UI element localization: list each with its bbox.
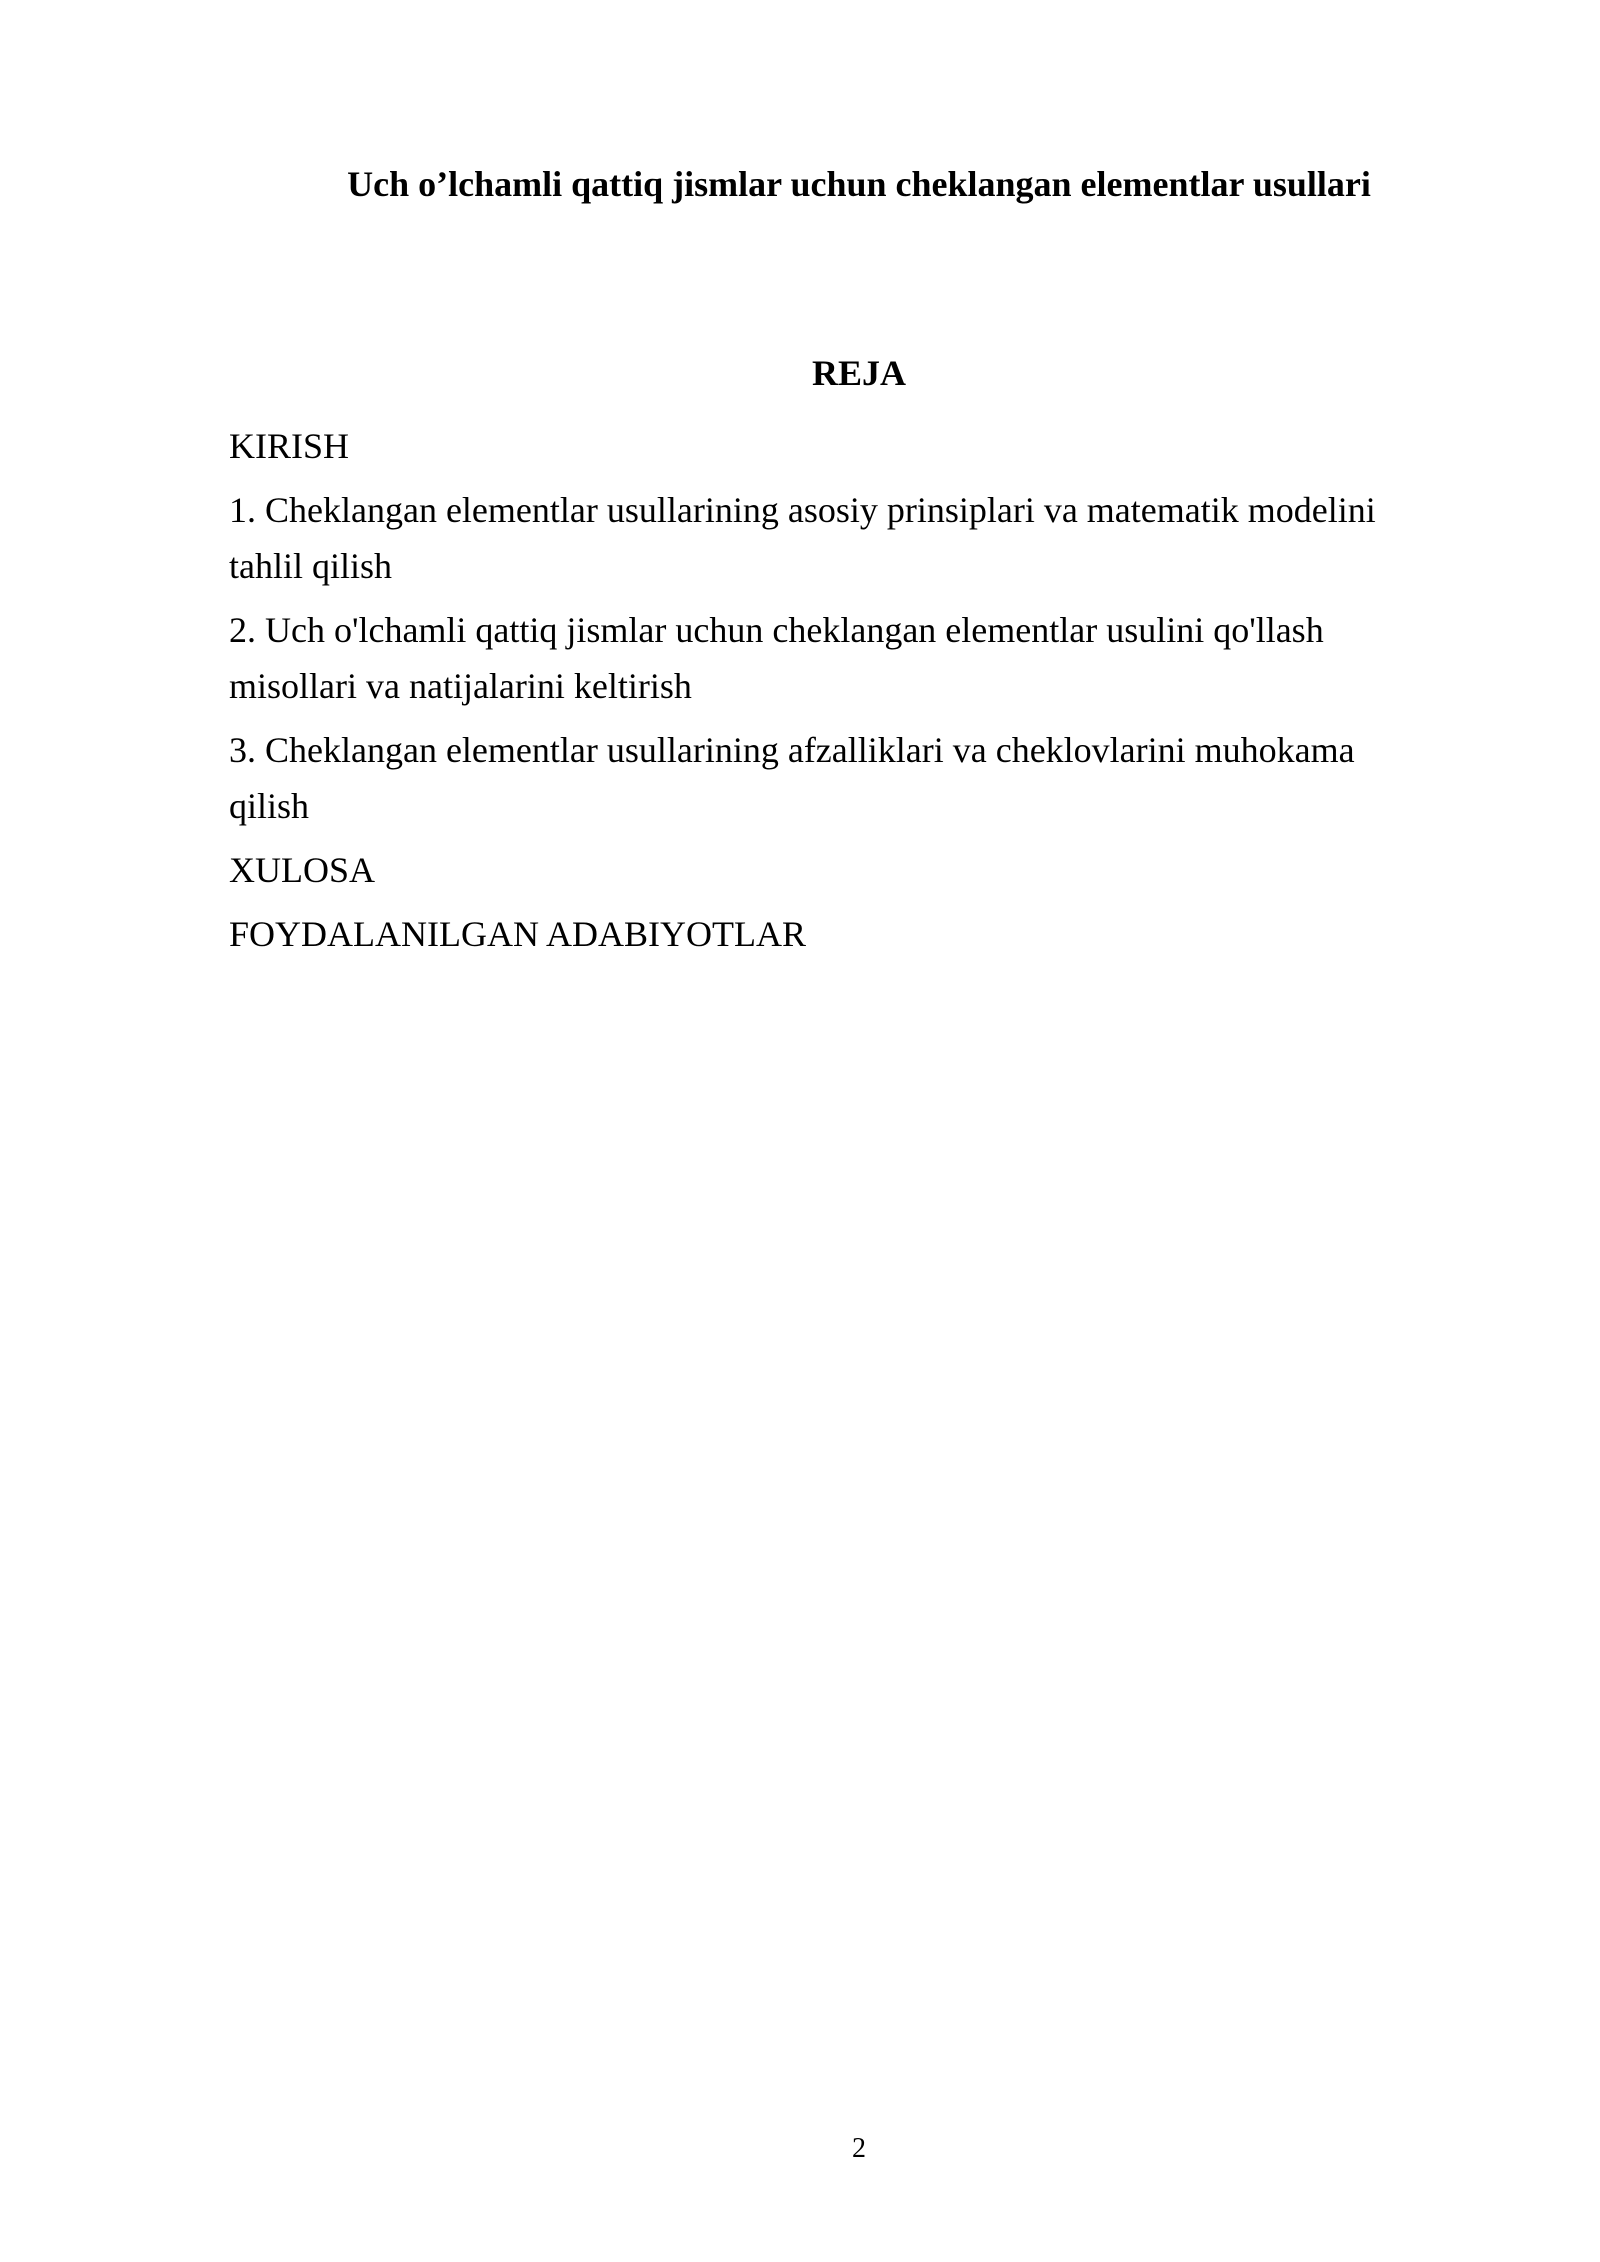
plan-list — [229, 418, 1441, 970]
page-number: 2 — [852, 2133, 866, 2164]
document-title: Uch o’lchamli qattiq jismlar uchun cheklangan elementlar usullari — [347, 164, 1371, 204]
plan-item-intro: KIRISH — [229, 426, 350, 466]
plan-item-2: 2. Uch o'lchamli qattiq jismlar uchun cheklangan elementlar usulini qo'llash misollari va natijalarini keltirish — [229, 610, 1324, 706]
plan-item-conclusion: XULOSA — [229, 850, 376, 890]
plan-item-3: 3. Cheklangan elementlar usullarining afzalliklari va cheklovlarini muhokama qilish — [229, 730, 1355, 826]
plan-item-1: 1. Cheklangan elementlar usullarining asosiy prinsiplari va matematik modelini tahlil qilish — [229, 490, 1376, 586]
plan-item-references: FOYDALANILGAN ADABIYOTLAR — [229, 914, 806, 954]
plan-heading: REJA — [811, 353, 906, 393]
